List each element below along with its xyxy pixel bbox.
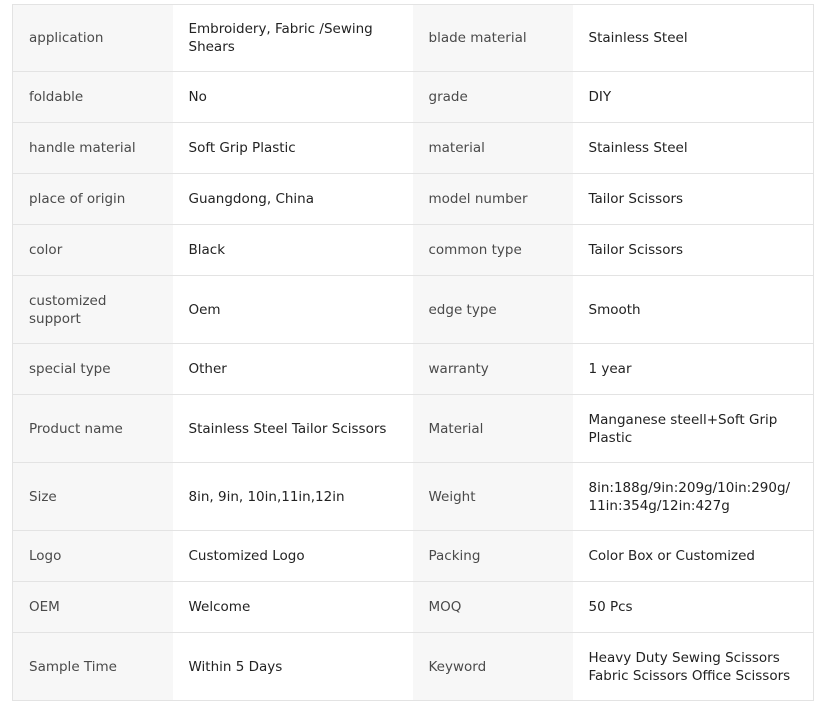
spec-value-common-type: Tailor Scissors	[573, 225, 814, 276]
spec-value-foldable: No	[173, 72, 413, 123]
spec-value-material: Stainless Steel	[573, 123, 814, 174]
table-row	[13, 463, 814, 531]
spec-value-grade: DIY	[573, 72, 814, 123]
spec-value-packing: Color Box or Customized	[573, 531, 814, 582]
spec-value-special-type: Other	[173, 344, 413, 395]
table-row	[13, 276, 814, 344]
spec-key-oem: OEM	[13, 582, 173, 633]
spec-value-sample-time: Within 5 Days	[173, 633, 413, 701]
spec-key-edge-type: edge type	[413, 276, 573, 344]
spec-value-material-2: Manganese steell+Soft Grip Plastic	[573, 395, 814, 463]
spec-value-model-number: Tailor Scissors	[573, 174, 814, 225]
table-row	[13, 123, 814, 174]
spec-value-weight: 8in:188g/9in:209g/10in:290g/11in:354g/12in:427g	[573, 463, 814, 531]
spec-value-oem: Welcome	[173, 582, 413, 633]
spec-key-weight: Weight	[413, 463, 573, 531]
spec-value-logo: Customized Logo	[173, 531, 413, 582]
spec-key-keyword: Keyword	[413, 633, 573, 701]
spec-value-size: 8in, 9in, 10in,11in,12in	[173, 463, 413, 531]
spec-value-blade-material: Stainless Steel	[573, 5, 814, 72]
spec-key-handle-material: handle material	[13, 123, 173, 174]
spec-key-moq: MOQ	[413, 582, 573, 633]
spec-key-color: color	[13, 225, 173, 276]
table-row	[13, 582, 814, 633]
spec-key-sample-time: Sample Time	[13, 633, 173, 701]
spec-value-product-name: Stainless Steel Tailor Scissors	[173, 395, 413, 463]
table-row	[13, 531, 814, 582]
spec-value-application: Embroidery, Fabric /Sewing Shears	[173, 5, 413, 72]
spec-key-special-type: special type	[13, 344, 173, 395]
spec-key-application: application	[13, 5, 173, 72]
table-row	[13, 72, 814, 123]
spec-key-warranty: warranty	[413, 344, 573, 395]
table-row	[13, 5, 814, 72]
spec-value-handle-material: Soft Grip Plastic	[173, 123, 413, 174]
spec-key-material: material	[413, 123, 573, 174]
table-row	[13, 633, 814, 701]
spec-key-size: Size	[13, 463, 173, 531]
spec-value-place-of-origin: Guangdong, China	[173, 174, 413, 225]
spec-key-customized-support: customized support	[13, 276, 173, 344]
spec-value-keyword: Heavy Duty Sewing Scissors Fabric Scissors Office Scissors	[573, 633, 814, 701]
spec-key-material-2: Material	[413, 395, 573, 463]
spec-value-edge-type: Smooth	[573, 276, 814, 344]
spec-key-foldable: foldable	[13, 72, 173, 123]
spec-key-model-number: model number	[413, 174, 573, 225]
table-row	[13, 344, 814, 395]
spec-key-place-of-origin: place of origin	[13, 174, 173, 225]
spec-value-customized-support: Oem	[173, 276, 413, 344]
spec-value-moq: 50 Pcs	[573, 582, 814, 633]
spec-key-packing: Packing	[413, 531, 573, 582]
table-row	[13, 395, 814, 463]
product-spec-table	[12, 4, 814, 701]
spec-key-blade-material: blade material	[413, 5, 573, 72]
spec-key-logo: Logo	[13, 531, 173, 582]
table-row	[13, 174, 814, 225]
spec-value-color: Black	[173, 225, 413, 276]
spec-key-product-name: Product name	[13, 395, 173, 463]
spec-value-warranty: 1 year	[573, 344, 814, 395]
spec-key-common-type: common type	[413, 225, 573, 276]
spec-key-grade: grade	[413, 72, 573, 123]
table-row	[13, 225, 814, 276]
